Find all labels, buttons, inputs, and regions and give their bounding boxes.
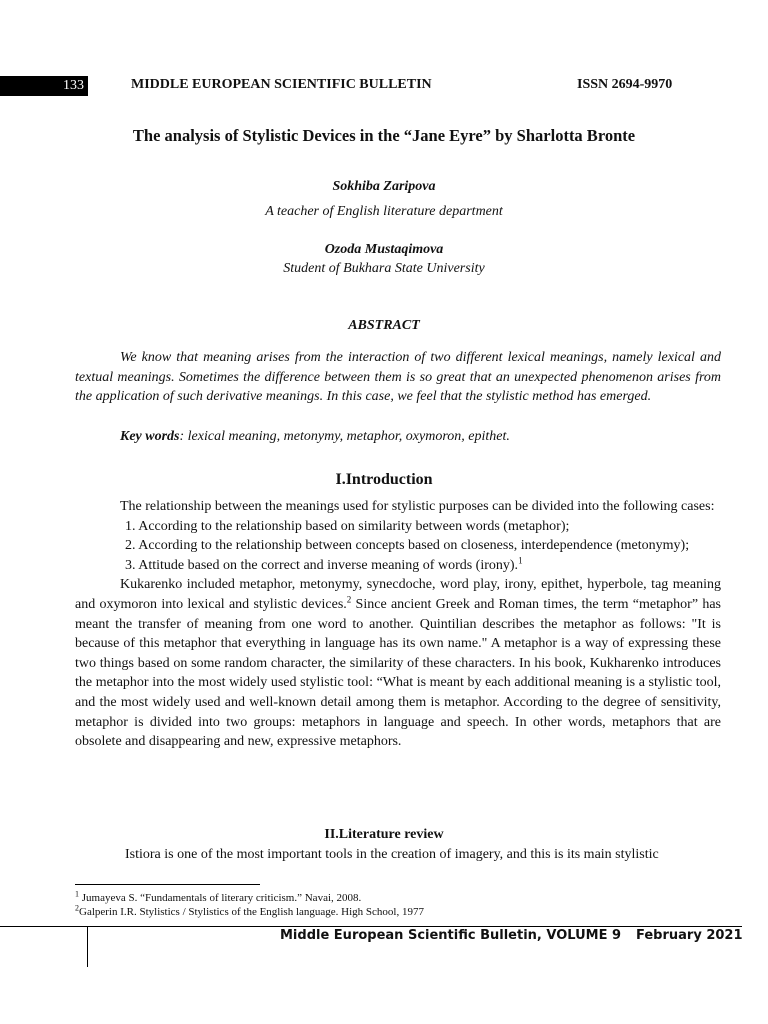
- footnote-2-mark: 2: [75, 903, 79, 913]
- author-role-2: Student of Bukhara State University: [283, 261, 485, 276]
- footer-bulletin: Middle European Scientific Bulletin, VOLUME 9: [280, 928, 622, 943]
- author-role-1: A teacher of English literature department: [265, 204, 503, 219]
- author-name-1: Sokhiba Zaripova: [332, 179, 436, 194]
- abstract-text: We know that meaning arises from the interaction of two different lexical meanings, namely lexical and textual meanings. Sometimes the difference between them is so great that an unexpected phenomenon arises from the application of such derivative meanings. In this case, we feel that the stylistic method has emerged.: [75, 350, 721, 405]
- footnote-divider: [75, 884, 260, 885]
- footnote-2: [75, 905, 424, 919]
- issn: ISSN 2694-9970: [577, 77, 673, 92]
- intro-paragraph-2-b: Since ancient Greek and Roman times, the term “metaphor” has meant the transfer of meaning from one word to another. Quintilian describes the metaphor as follows: "It is because of this metaphor that everything in language has its own name." A metaphor is a way of expressing these two things based on some random character, the similarity of these characters. In his book, Kukharenko introduces the metaphor into the most widely used stylistic tool: “What is meant by each additional meaning is a stylistic tool, and the most widely used and well-known detail among them is metaphor. According to the degree of sensitivity, metaphor is divided into two groups: metaphors in language and speech. In other words, metaphors that are obsolete and disappearing and new, expressive metaphors.: [75, 596, 721, 750]
- intro-paragraph-2-a: Kukarenko included metaphor, metonymy, synecdoche, word play, irony, epithet, hyperbole, tag meaning and oxymoron into lexical and stylistic devices.: [75, 577, 721, 612]
- footnote-ref-1: 1: [518, 555, 523, 566]
- article-title: The analysis of Stylistic Devices in the “Jane Eyre” by Sharlotta Bronte: [132, 126, 636, 145]
- introduction-heading: I.Introduction: [335, 471, 433, 488]
- keywords-line: [75, 427, 721, 447]
- literature-review-paragraph: Istiora is one of the most important tools in the creation of imagery, and this is its main stylistic: [125, 847, 659, 862]
- literature-review-heading: II.Literature review: [324, 827, 444, 842]
- author-name-2: Ozoda Mustaqimova: [324, 242, 444, 257]
- footnote-1-text: Jumayeva S. “Fundamentals of literary criticism.” Navai, 2008.: [79, 892, 362, 904]
- keywords-text: : lexical meaning, metonymy, metaphor, oxymoron, epithet.: [179, 429, 510, 444]
- keywords-label: Key words: [120, 429, 180, 444]
- footnote-1-mark: 1: [75, 889, 79, 899]
- footnote-ref-2: 2: [346, 594, 352, 605]
- footer-date: February 2021: [636, 928, 743, 943]
- journal-name: MIDDLE EUROPEAN SCIENTIFIC BULLETIN: [131, 77, 432, 92]
- intro-list-item-2: 2. According to the relationship between concepts based on closeness, interdependence (metonymy);: [125, 538, 690, 554]
- intro-list-item-1: 1. According to the relationship based on similarity between words (metaphor);: [125, 518, 570, 534]
- intro-list-item-3: [75, 556, 721, 576]
- intro-paragraph-1: The relationship between the meanings used for stylistic purposes can be divided into the following cases:: [120, 499, 715, 514]
- footnote-2-text: Galperin I.R. Stylistics / Stylistics of the English language. High School, 1977: [79, 906, 424, 918]
- intro-paragraph-2: [75, 575, 721, 751]
- footnote-1: [75, 891, 361, 905]
- introduction-body: [75, 497, 721, 752]
- page-number: 133: [0, 76, 88, 96]
- intro-list-item-3-text: 3. Attitude based on the correct and inverse meaning of words (irony).: [125, 557, 519, 573]
- abstract-heading: ABSTRACT: [348, 318, 420, 333]
- footer-vertical-rule: [87, 926, 88, 967]
